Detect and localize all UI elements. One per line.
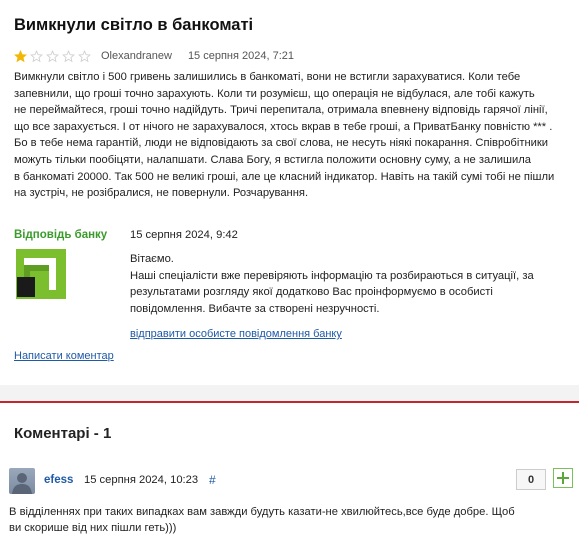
upvote-button[interactable] xyxy=(553,468,573,488)
star-icon xyxy=(46,50,59,63)
review-author[interactable]: Olexandranew xyxy=(101,50,172,62)
star-icon xyxy=(30,50,43,63)
comment-permalink[interactable]: # xyxy=(209,473,216,487)
comment-header xyxy=(9,468,573,496)
rating-stars xyxy=(14,50,91,63)
bank-reply-greeting: Вітаємо. xyxy=(130,253,174,265)
section-divider xyxy=(0,385,579,401)
review-text xyxy=(14,69,570,202)
star-icon xyxy=(78,50,91,63)
comment-text xyxy=(9,504,549,537)
comment-date: 15 серпня 2024, 10:23 xyxy=(84,474,199,486)
bank-reply-text xyxy=(130,251,570,317)
bank-reply-line: Наші спеціалісти вже перевіряють інформацію та розбираються в ситуації, за xyxy=(130,269,534,282)
section-divider-accent xyxy=(0,401,579,403)
write-comment-link[interactable]: Написати коментар xyxy=(14,350,114,362)
review-title: Вимкнули світло в банкоматі xyxy=(14,16,254,34)
review-text-line: не переймайтеся, гроші точно надійдуть. Тричі перепитала, отримала впевнену відповідь гарячої лінії, xyxy=(14,104,548,117)
send-private-message-link[interactable]: відправити особисте повідомлення банку xyxy=(130,328,342,340)
star-icon xyxy=(14,50,27,63)
review-text-line: на зустріч, не розібралися, не повернули. Розчарування. xyxy=(14,187,309,200)
vote-count: 0 xyxy=(516,469,546,490)
review-meta xyxy=(14,49,294,63)
review-date: 15 серпня 2024, 7:21 xyxy=(187,50,295,62)
review-text-line: запевнили, що гроші точно зарахують. Коли ти розумієш, що операція не відбулася, але тобі кажуть xyxy=(14,87,535,100)
comments-title: Коментарі - 1 xyxy=(14,425,112,442)
review-text-line: в банкоматі 20000. Так 500 не великі гроші, але це класний індикатор. Навіть на такій сумі тобі не пішли xyxy=(14,170,555,183)
review-text-line: можуть тільки пообіцяти, налапшати. Слава Богу, я встигла положити основну суму, а не залишила xyxy=(14,153,531,166)
comment-text-line: ви скорише від них пішли геть))) xyxy=(9,522,177,535)
review-text-line: що все зарахується. І от нічого не зарахувалося, хтось вкрав в тебе гроші, а ПриватБанку повністю *** . xyxy=(14,120,553,133)
review-text-line: Вимкнули світло і 500 гривень залишились в банкоматі, вони не встигли зарахуватися. Коли тебе xyxy=(14,71,521,83)
user-avatar-icon[interactable] xyxy=(9,468,35,494)
privatbank-logo xyxy=(16,249,66,299)
comment-author[interactable]: efess xyxy=(44,474,74,486)
bank-reply-line: результатами розгляду якої додатково Вас проінформуємо в особисті xyxy=(130,286,493,299)
comment-text-line: В відділеннях при таких випадках вам завжди будуть казати-не хвилюйтесь,все буде добре. Щоб xyxy=(9,506,515,518)
bank-reply-label: Відповідь банку xyxy=(14,229,108,241)
review-text-line: Бо в тебе нема гарантій, люди не відповідають за свої слова, не несуть ніякі покарання. Співробітники xyxy=(14,137,549,150)
plus-icon xyxy=(557,472,569,484)
bank-reply-line: повідомлення. Вибачте за створені незручності. xyxy=(130,302,380,315)
bank-reply-date: 15 серпня 2024, 9:42 xyxy=(130,229,238,241)
star-icon xyxy=(62,50,75,63)
user-silhouette-icon xyxy=(9,468,35,494)
